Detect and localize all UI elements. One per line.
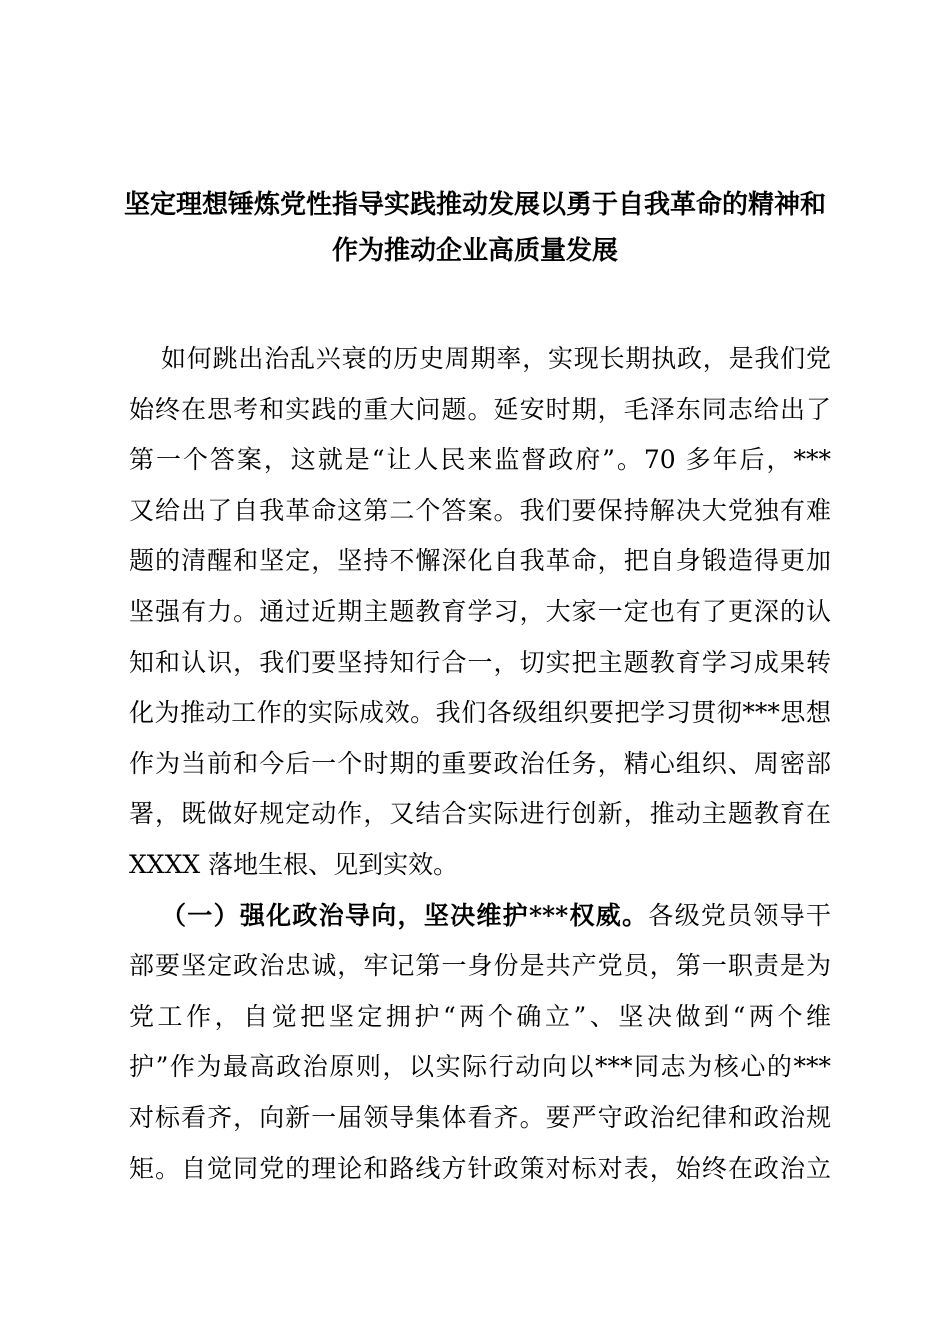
paragraph-line: 如何跳出治乱兴衰的历史周期率，实现长期执政，是我们党	[161, 344, 831, 373]
title-line-1: 坚定理想锤炼党性指导实践推动发展以勇于自我革命的精神和	[123, 190, 826, 220]
paragraph-line: XXXX 落地生根、见到实效。	[129, 849, 459, 879]
title-line-2: 作为推动企业高质量发展	[331, 236, 618, 266]
paragraph-intro	[129, 334, 831, 891]
document-body	[129, 334, 831, 1194]
paragraph-line: 署，既做好规定动作，又结合实际进行创新，推动主题教育在	[129, 799, 831, 829]
section-1-first-line-text: 各级党员领导干	[648, 900, 831, 930]
paragraph-line: 护”作为最高政治原则，以实际行动向以***同志为核心的***	[129, 1052, 831, 1082]
paragraph-line: 作为当前和今后一个时期的重要政治任务，精心组织、周密部	[129, 748, 831, 778]
paragraph-line: 知和认识，我们要坚持知行合一，切实把主题教育学习成果转	[129, 647, 831, 677]
section-1	[129, 891, 831, 1195]
paragraph-line: 矩。自觉同党的理论和路线方针政策对标对表，始终在政治立	[129, 1153, 831, 1183]
paragraph-line: 始终在思考和实践的重大问题。延安时期，毛泽东同志给出了	[129, 394, 831, 424]
paragraph-line: 又给出了自我革命这第二个答案。我们要保持解决大党独有难	[129, 495, 831, 525]
paragraph-line: 坚强有力。通过近期主题教育学习，大家一定也有了更深的认	[129, 596, 831, 626]
paragraph-line: 部要坚定政治忠诚，牢记第一身份是共产党员，第一职责是为	[129, 951, 831, 981]
section-1-heading: （一）强化政治导向，坚决维护***权威。	[161, 900, 649, 930]
paragraph-line: 党工作，自觉把坚定拥护“两个确立”、坚决做到“两个维	[129, 1001, 831, 1031]
document-title	[120, 182, 830, 274]
paragraph-line: 化为推动工作的实际成效。我们各级组织要把学习贯彻***思想	[129, 698, 831, 728]
paragraph-line: 第一个答案，这就是“让人民来监督政府”。70 多年后，***	[129, 445, 831, 475]
paragraph-line: 对标看齐，向新一届领导集体看齐。要严守政治纪律和政治规	[129, 1102, 831, 1132]
section-1-first-line	[129, 891, 831, 942]
paragraph-line: 题的清醒和坚定，坚持不懈深化自我革命，把自身锻造得更加	[129, 546, 831, 576]
